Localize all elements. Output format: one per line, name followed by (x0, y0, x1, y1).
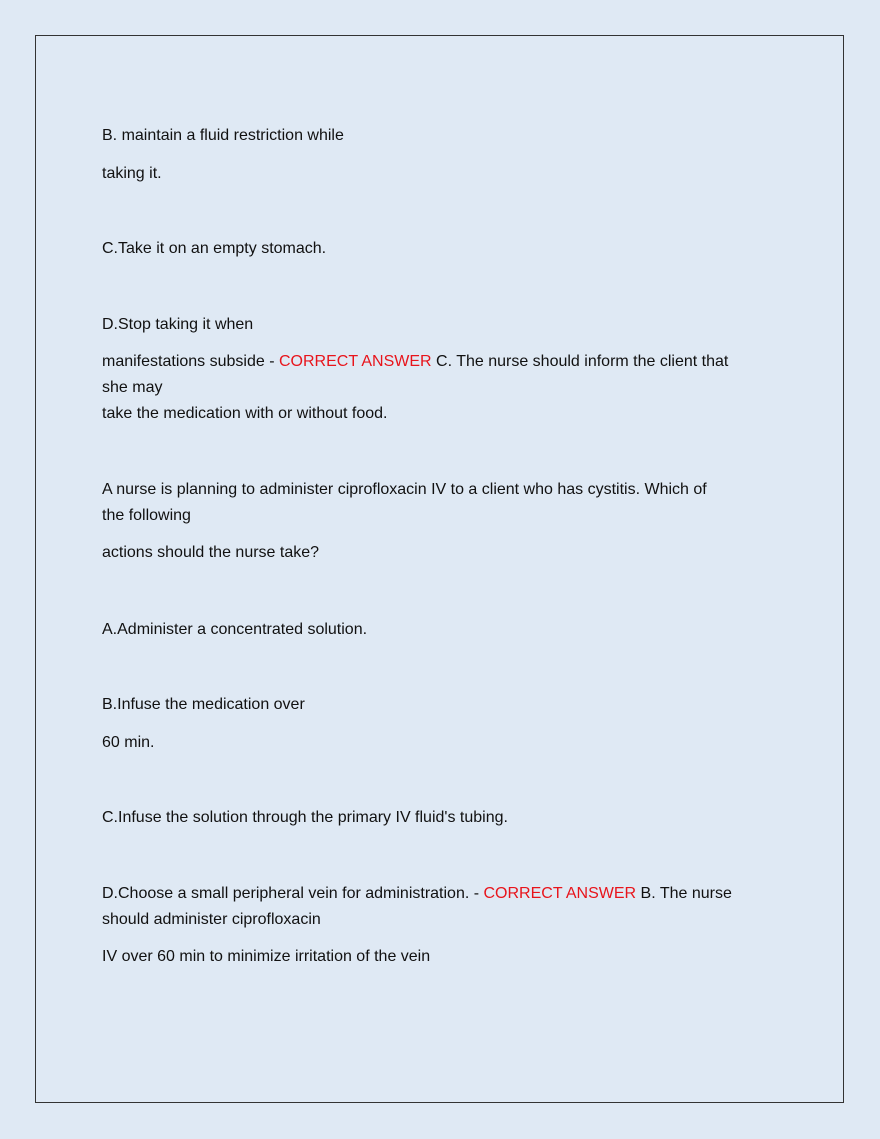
question-text-cont: actions should the nurse take? (102, 544, 320, 561)
rationale-cont: IV over 60 min to minimize irritation of the vein (102, 948, 431, 965)
option-d: D.Choose a small peripheral vein for administration. - (102, 885, 484, 902)
answer-text: manifestations subside - (102, 353, 279, 370)
option-b: B.Infuse the medication over (102, 696, 305, 713)
answer-line-1 (102, 352, 728, 372)
option-d: D.Stop taking it when (102, 316, 254, 333)
question-text-cont: the following (102, 507, 191, 524)
page-border (35, 35, 844, 1103)
option-b-cont: taking it. (102, 165, 162, 182)
rationale-text: B. The nurse (636, 885, 732, 902)
rationale-text: C. The nurse should inform the client that (431, 353, 729, 370)
option-c: C.Take it on an empty stomach. (102, 240, 327, 257)
rationale-cont: she may (102, 379, 163, 396)
question-text: A nurse is planning to administer ciprofloxacin IV to a client who has cystitis. Which of (102, 481, 707, 498)
option-b: B. maintain a fluid restriction while (102, 127, 344, 144)
correct-answer-label: CORRECT ANSWER (483, 885, 637, 902)
option-c: C.Infuse the solution through the primary IV fluid's tubing. (102, 809, 508, 826)
option-a: A.Administer a concentrated solution. (102, 621, 368, 638)
rationale-cont: should administer ciprofloxacin (102, 911, 321, 928)
correct-answer-label: CORRECT ANSWER (278, 353, 432, 370)
rationale-cont: take the medication with or without food. (102, 405, 388, 422)
option-b-cont: 60 min. (102, 734, 155, 751)
answer-line-2 (102, 884, 732, 904)
